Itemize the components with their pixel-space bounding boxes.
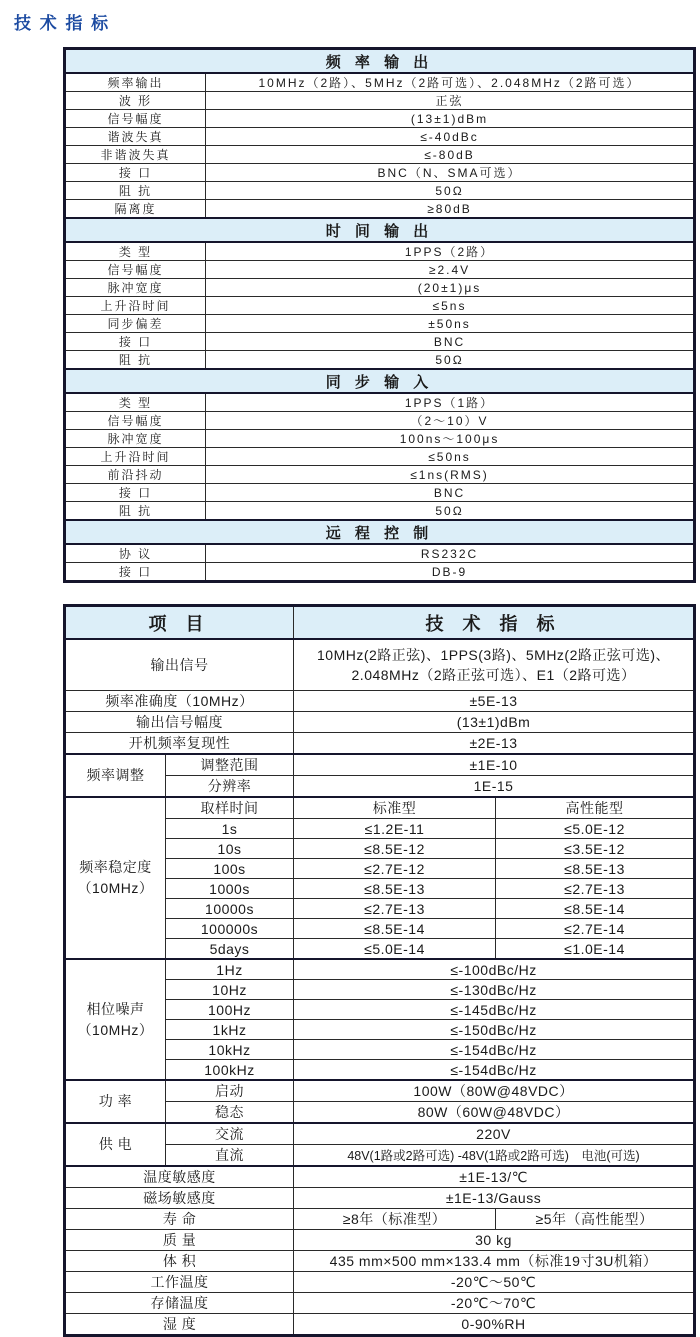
table-row [65, 351, 695, 370]
table-row [65, 466, 695, 484]
table-row [65, 315, 695, 333]
spec-value: ≤-154dBc/Hz [294, 1060, 695, 1081]
std-value: ≤5.0E-14 [294, 939, 496, 960]
spec-value: ±1E-10 [294, 754, 695, 776]
table-row [65, 797, 695, 819]
sub-label: 分辨率 [166, 776, 294, 798]
sub-label: 1s [166, 819, 294, 839]
table-row [65, 110, 695, 128]
spec-label: 体 积 [65, 1251, 294, 1272]
spec-label: 寿 命 [65, 1209, 294, 1230]
table-row [65, 563, 695, 582]
spec-value: 100W（80W@48VDC） [294, 1080, 695, 1102]
table-row [65, 1080, 695, 1102]
table-row [65, 1230, 695, 1251]
table-row [65, 1188, 695, 1209]
table-row [65, 959, 695, 980]
spec-value: ≤-145dBc/Hz [294, 1000, 695, 1020]
spec-value: （2～10）V [206, 412, 695, 430]
std-value: ≤2.7E-13 [294, 899, 496, 919]
table-row [65, 92, 695, 110]
spec-label: 质 量 [65, 1230, 294, 1251]
spec-value: BNC（N、SMA可选） [206, 164, 695, 182]
sub-label: 直流 [166, 1145, 294, 1167]
std-column-header: 标准型 [294, 797, 496, 819]
spec-label: 波 形 [65, 92, 206, 110]
table-row [65, 1209, 695, 1230]
group-label-phase-noise: 相位噪声 （10MHz） [65, 959, 166, 1080]
column-header-spec: 技 术 指 标 [294, 606, 695, 640]
table-row [65, 754, 695, 776]
spec-table-frequency-output [63, 47, 696, 583]
spec-label: 同步偏差 [65, 315, 206, 333]
std-value: ≤8.5E-12 [294, 839, 496, 859]
spec-label: 输出信号 [65, 639, 294, 691]
spec-value: 1PPS（1路） [206, 393, 695, 412]
spec-label: 信号幅度 [65, 261, 206, 279]
spec-value: 10MHz（2路）、5MHz（2路可选）、2.048MHz（2路可选） [206, 73, 695, 92]
spec-value: 220V [294, 1123, 695, 1145]
spec-label: 频率输出 [65, 73, 206, 92]
spec-value: 50Ω [206, 351, 695, 370]
spec-label: 类 型 [65, 242, 206, 261]
table-row [65, 1314, 695, 1336]
spec-label: 接 口 [65, 164, 206, 182]
spec-value: ≤-130dBc/Hz [294, 980, 695, 1000]
sub-label: 交流 [166, 1123, 294, 1145]
spec-label: 脉冲宽度 [65, 430, 206, 448]
spec-value: -20℃～70℃ [294, 1293, 695, 1314]
std-value: ≤8.5E-14 [294, 919, 496, 939]
column-header-item: 项 目 [65, 606, 294, 640]
spec-value: ±5E-13 [294, 691, 695, 712]
high-value: ≤8.5E-13 [496, 859, 695, 879]
spec-label: 输出信号幅度 [65, 712, 294, 733]
table-row [65, 639, 695, 691]
table-row [65, 1293, 695, 1314]
spec-value: ≤5ns [206, 297, 695, 315]
std-value: ≥8年（标准型） [294, 1209, 496, 1230]
sub-label: 100Hz [166, 1000, 294, 1020]
sub-label: 10Hz [166, 980, 294, 1000]
spec-label: 湿 度 [65, 1314, 294, 1336]
spec-value: 50Ω [206, 502, 695, 521]
table-row [65, 1251, 695, 1272]
high-value: ≥5年（高性能型） [496, 1209, 695, 1230]
spec-label: 磁场敏感度 [65, 1188, 294, 1209]
spec-value: (13±1)dBm [294, 712, 695, 733]
spec-value: ≤-154dBc/Hz [294, 1040, 695, 1060]
high-value: ≤2.7E-13 [496, 879, 695, 899]
table-row [65, 333, 695, 351]
spec-value: BNC [206, 484, 695, 502]
sub-label: 10s [166, 839, 294, 859]
sub-label: 启动 [166, 1080, 294, 1102]
high-value: ≤5.0E-12 [496, 819, 695, 839]
table2-header-row [65, 606, 695, 640]
spec-value: ≤-150dBc/Hz [294, 1020, 695, 1040]
spec-label: 接 口 [65, 484, 206, 502]
spec-value: 50Ω [206, 182, 695, 200]
spec-label: 频率准确度（10MHz） [65, 691, 294, 712]
spec-label: 温度敏感度 [65, 1166, 294, 1188]
page-title: 技 术 指 标 [14, 14, 111, 33]
table-row [65, 430, 695, 448]
sub-label: 100kHz [166, 1060, 294, 1081]
section-row [65, 49, 695, 74]
high-column-header: 高性能型 [496, 797, 695, 819]
spec-value: ≤-80dB [206, 146, 695, 164]
sub-label: 10kHz [166, 1040, 294, 1060]
section-header-sync-input: 同 步 输 入 [65, 369, 695, 393]
sub-label: 1kHz [166, 1020, 294, 1040]
sub-label: 5days [166, 939, 294, 960]
spec-label: 前沿抖动 [65, 466, 206, 484]
spec-value: 435 mm×500 mm×133.4 mm（标准19寸3U机箱） [294, 1251, 695, 1272]
table-row [65, 1123, 695, 1145]
spec-label: 上升沿时间 [65, 448, 206, 466]
table-row [65, 691, 695, 712]
table-row [65, 200, 695, 219]
group-label-freq-adjust: 频率调整 [65, 754, 166, 797]
section-header-remote-control: 远 程 控 制 [65, 520, 695, 544]
sub-label: 1Hz [166, 959, 294, 980]
sub-label: 稳态 [166, 1102, 294, 1124]
spec-value: 0-90%RH [294, 1314, 695, 1336]
spec-value: 100ns～100μs [206, 430, 695, 448]
section-row [65, 369, 695, 393]
spec-label: 类 型 [65, 393, 206, 412]
spec-value: ≥2.4V [206, 261, 695, 279]
spec-label: 非谐波失真 [65, 146, 206, 164]
table-row [65, 1272, 695, 1293]
high-value: ≤2.7E-14 [496, 919, 695, 939]
sub-label: 调整范围 [166, 754, 294, 776]
table-row [65, 1166, 695, 1188]
table-row [65, 412, 695, 430]
spec-label: 上升沿时间 [65, 297, 206, 315]
spec-value: ≥80dB [206, 200, 695, 219]
spec-value: 80W（60W@48VDC） [294, 1102, 695, 1124]
table-row [65, 164, 695, 182]
table-row [65, 393, 695, 412]
spec-value: ≤1ns(RMS) [206, 466, 695, 484]
table-row [65, 73, 695, 92]
group-label-supply: 供 电 [65, 1123, 166, 1166]
spec-value: ≤50ns [206, 448, 695, 466]
sub-label: 100s [166, 859, 294, 879]
section-header-frequency-output: 频 率 输 出 [65, 49, 695, 74]
high-value: ≤1.0E-14 [496, 939, 695, 960]
spec-value: ±50ns [206, 315, 695, 333]
table-row [65, 182, 695, 200]
section-row [65, 520, 695, 544]
std-value: ≤2.7E-12 [294, 859, 496, 879]
spec-table-technical-specs [63, 604, 696, 1337]
spec-value: 48V(1路或2路可选) -48V(1路或2路可选) 电池(可选) [294, 1145, 695, 1167]
spec-value: (20±1)μs [206, 279, 695, 297]
table-row [65, 279, 695, 297]
spec-label: 开机频率复现性 [65, 733, 294, 755]
sub-label: 10000s [166, 899, 294, 919]
table-row [65, 297, 695, 315]
spec-label: 阻 抗 [65, 351, 206, 370]
spec-value: DB-9 [206, 563, 695, 582]
spec-value: ±1E-13/℃ [294, 1166, 695, 1188]
table-row [65, 242, 695, 261]
spec-value: ≤-40dBc [206, 128, 695, 146]
table-row [65, 733, 695, 755]
table-row [65, 484, 695, 502]
spec-label: 接 口 [65, 333, 206, 351]
spec-label: 接 口 [65, 563, 206, 582]
group-label-power: 功 率 [65, 1080, 166, 1123]
spec-label: 信号幅度 [65, 412, 206, 430]
sub-column-header: 取样时间 [166, 797, 294, 819]
spec-value: 1PPS（2路） [206, 242, 695, 261]
std-value: ≤1.2E-11 [294, 819, 496, 839]
sub-label: 100000s [166, 919, 294, 939]
spec-value: 30 kg [294, 1230, 695, 1251]
table-row [65, 146, 695, 164]
high-value: ≤3.5E-12 [496, 839, 695, 859]
spec-value: -20℃～50℃ [294, 1272, 695, 1293]
table-row [65, 128, 695, 146]
spec-value: (13±1)dBm [206, 110, 695, 128]
section-header-time-output: 时 间 输 出 [65, 218, 695, 242]
spec-value: 10MHz(2路正弦)、1PPS(3路)、5MHz(2路正弦可选)、2.048MHz（2路正弦可选）、E1（2路可选） [294, 639, 695, 691]
high-value: ≤8.5E-14 [496, 899, 695, 919]
spec-value: BNC [206, 333, 695, 351]
spec-label: 工作温度 [65, 1272, 294, 1293]
spec-label: 脉冲宽度 [65, 279, 206, 297]
spec-label: 信号幅度 [65, 110, 206, 128]
table-row [65, 502, 695, 521]
spec-value: ±2E-13 [294, 733, 695, 755]
spec-label: 隔离度 [65, 200, 206, 219]
table-row [65, 261, 695, 279]
table-row [65, 544, 695, 563]
spec-value: RS232C [206, 544, 695, 563]
spec-value: ≤-100dBc/Hz [294, 959, 695, 980]
spec-label: 谐波失真 [65, 128, 206, 146]
section-row [65, 218, 695, 242]
std-value: ≤8.5E-13 [294, 879, 496, 899]
spec-label: 阻 抗 [65, 502, 206, 521]
spec-label: 协 议 [65, 544, 206, 563]
group-label-stability: 频率稳定度 （10MHz） [65, 797, 166, 959]
spec-value: ±1E-13/Gauss [294, 1188, 695, 1209]
spec-label: 阻 抗 [65, 182, 206, 200]
spec-label: 存储温度 [65, 1293, 294, 1314]
sub-label: 1000s [166, 879, 294, 899]
table-row [65, 712, 695, 733]
table-row [65, 448, 695, 466]
spec-value: 1E-15 [294, 776, 695, 798]
spec-value: 正弦 [206, 92, 695, 110]
